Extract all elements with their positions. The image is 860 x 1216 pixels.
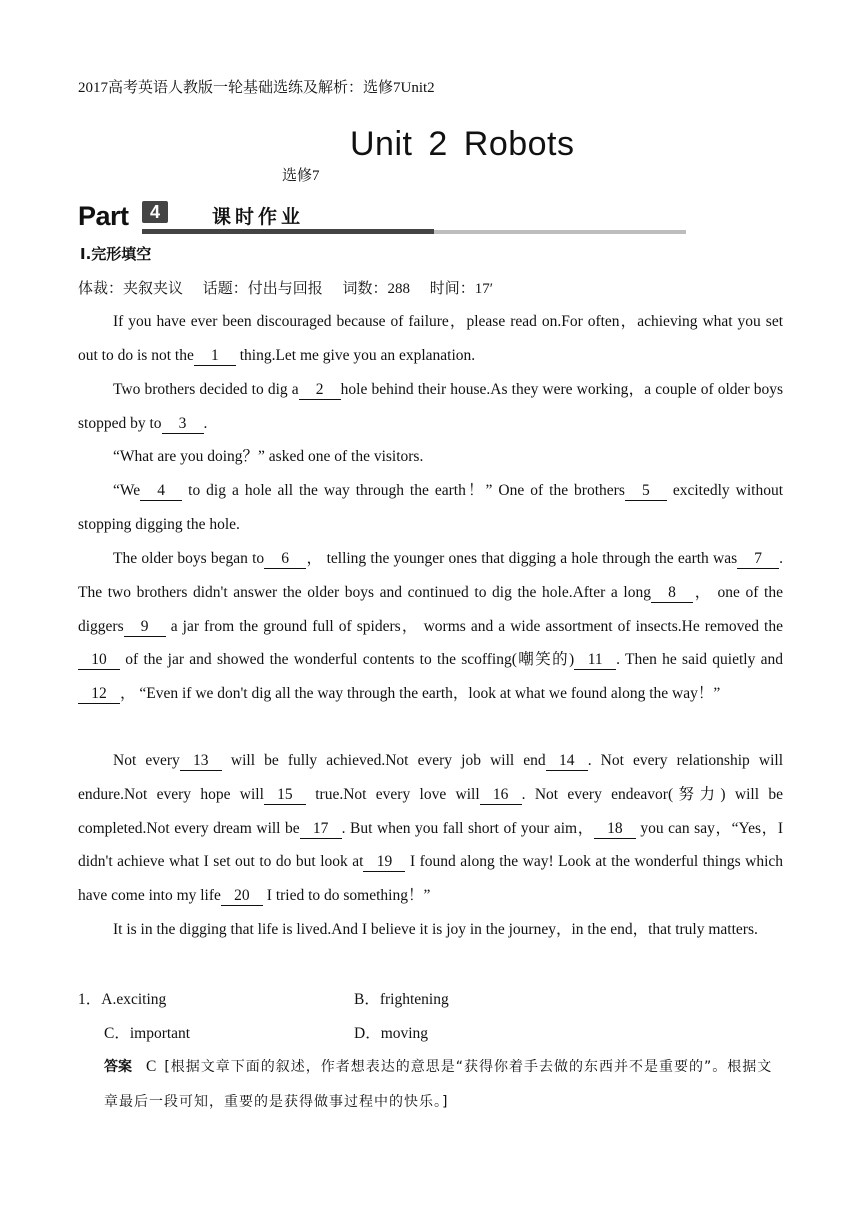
paragraph-text: Not every	[113, 752, 180, 769]
cloze-blank: 15	[264, 786, 306, 805]
paragraph-text: . Not every endeavor(努力) will be completed.Not every dream will be	[78, 785, 783, 837]
cloze-blank: 1	[194, 347, 236, 366]
cloze-blank: 7	[737, 550, 779, 569]
cloze-blank: 11	[574, 651, 616, 670]
cloze-blank: 2	[299, 381, 341, 400]
unit-title: Unit 2 Robots	[350, 125, 575, 163]
cloze-blank: 16	[480, 786, 522, 805]
banner-rule-dark	[142, 229, 434, 234]
cloze-blank: 3	[162, 415, 204, 434]
paragraph-text: “What are you doing？” asked one of the visitors.	[113, 448, 424, 465]
paragraph-text: I tried to do something！”	[262, 887, 431, 905]
option-d: D．moving	[354, 1025, 429, 1042]
cloze-blank: 20	[221, 887, 263, 906]
meta-topic: 话题：付出与回报	[202, 281, 323, 297]
document-title: 2017高考英语人教版一轮基础选练及解析：选修7Unit2	[78, 80, 435, 96]
cloze-blank: 9	[124, 618, 166, 637]
question-number: 1．	[78, 991, 102, 1008]
paragraph-text: The older boys began to	[113, 550, 265, 567]
subtitle: 选修7	[282, 168, 320, 184]
paragraph-text: .	[203, 414, 208, 432]
cloze-blank: 17	[300, 820, 342, 839]
paragraph-text: . But when you fall short of your aim，	[341, 819, 594, 837]
paragraph-text: “We	[113, 482, 141, 499]
cloze-blank: 14	[546, 752, 588, 771]
passage-paragraph	[78, 474, 783, 542]
paragraph-text: to dig a hole all the way through the earth！” One of the brothers	[182, 482, 625, 499]
paragraph-text: excitedly without stopping digging the hole.	[78, 482, 784, 533]
cloze-blank: 6	[264, 550, 306, 569]
paragraph-text: . The two brothers didn't answer the older boys and continued to dig the hole.After a long	[78, 550, 783, 601]
answer-explanation: [根据文章下面的叙述，作者想表达的意思是“获得你着手去做的东西并不是重要的”。根据文章最后一段可知，重要的是获得做事过程中的快乐。]	[104, 1059, 773, 1110]
passage-paragraph	[78, 913, 783, 947]
paragraph-text: a jar from the ground full of spiders， worms and a wide assortment of insects.He removed the	[165, 617, 783, 635]
paragraph-text: ， telling the younger ones that digging a hole through the earth was	[306, 550, 738, 567]
part-label: 课时作业	[212, 206, 305, 228]
cloze-blank: 4	[140, 482, 182, 501]
question-1	[78, 987, 166, 1009]
paragraph-text: It is in the digging that life is lived.And I believe it is joy in the journey，in the end，that truly matters.	[113, 921, 758, 938]
part-number-badge: 4	[142, 201, 168, 223]
banner-rule-light	[434, 230, 686, 234]
answer-key: C	[146, 1058, 157, 1075]
paragraph-text: will be fully achieved.Not every job will end	[221, 752, 546, 769]
paragraph-text: . Then he said quietly and	[616, 651, 783, 669]
paragraph-text: you can say，“Yes，I didn't achieve what I set out to do but look at	[78, 819, 783, 871]
paragraph-text: of the jar and showed the wonderful contents to the scoffing(嘲笑的)	[120, 651, 575, 669]
option-c: C．important	[104, 1025, 191, 1042]
answer-block	[104, 1050, 782, 1119]
part-banner	[78, 199, 686, 235]
cloze-blank: 13	[180, 752, 222, 771]
paragraph-text: thing.Let me give you an explanation.	[235, 346, 476, 364]
paragraph-text: If you have ever been discouraged because of failure，please read on.For often，achieving what you set out to do is not the	[78, 313, 783, 364]
passage-meta	[78, 277, 507, 298]
paragraph-text: ， “Even if we don't dig all the way through the earth，look at what we found along the way！”	[120, 685, 721, 703]
cloze-blank: 5	[625, 482, 667, 501]
paragraph-text: hole behind their house.As they were working，a couple of older boys stopped by to	[78, 381, 783, 432]
option-a: A.exciting	[101, 991, 167, 1008]
passage-paragraph	[78, 542, 783, 711]
paragraph-text: Two brothers decided to dig a	[113, 381, 299, 398]
paragraph-text: true.Not every love will	[305, 785, 480, 803]
cloze-blank: 8	[651, 584, 693, 603]
cloze-blank: 12	[78, 685, 120, 704]
meta-word-count: 词数：288	[342, 281, 411, 297]
part-word: Part	[78, 201, 129, 231]
paragraph-text: ， one of the diggers	[78, 583, 783, 635]
cloze-blank: 10	[78, 651, 120, 670]
section-heading: Ⅰ.完形填空	[80, 245, 152, 263]
passage-paragraph	[78, 373, 783, 441]
answer-label: 答案	[104, 1059, 132, 1075]
passage-paragraph	[78, 305, 783, 373]
passage-paragraph	[78, 440, 783, 474]
meta-genre: 体裁：夹叙夹议	[78, 281, 184, 297]
paragraph-text: I found along the way! Look at the wonderful things which have come into my life	[78, 853, 783, 905]
cloze-blank: 18	[594, 820, 636, 839]
paragraph-text: . Not every relationship will endure.Not every hope will	[78, 752, 784, 803]
cloze-blank: 19	[363, 853, 405, 872]
passage-paragraph	[78, 744, 783, 913]
option-b: B．frightening	[354, 991, 449, 1008]
meta-time: 时间：17′	[429, 281, 494, 297]
